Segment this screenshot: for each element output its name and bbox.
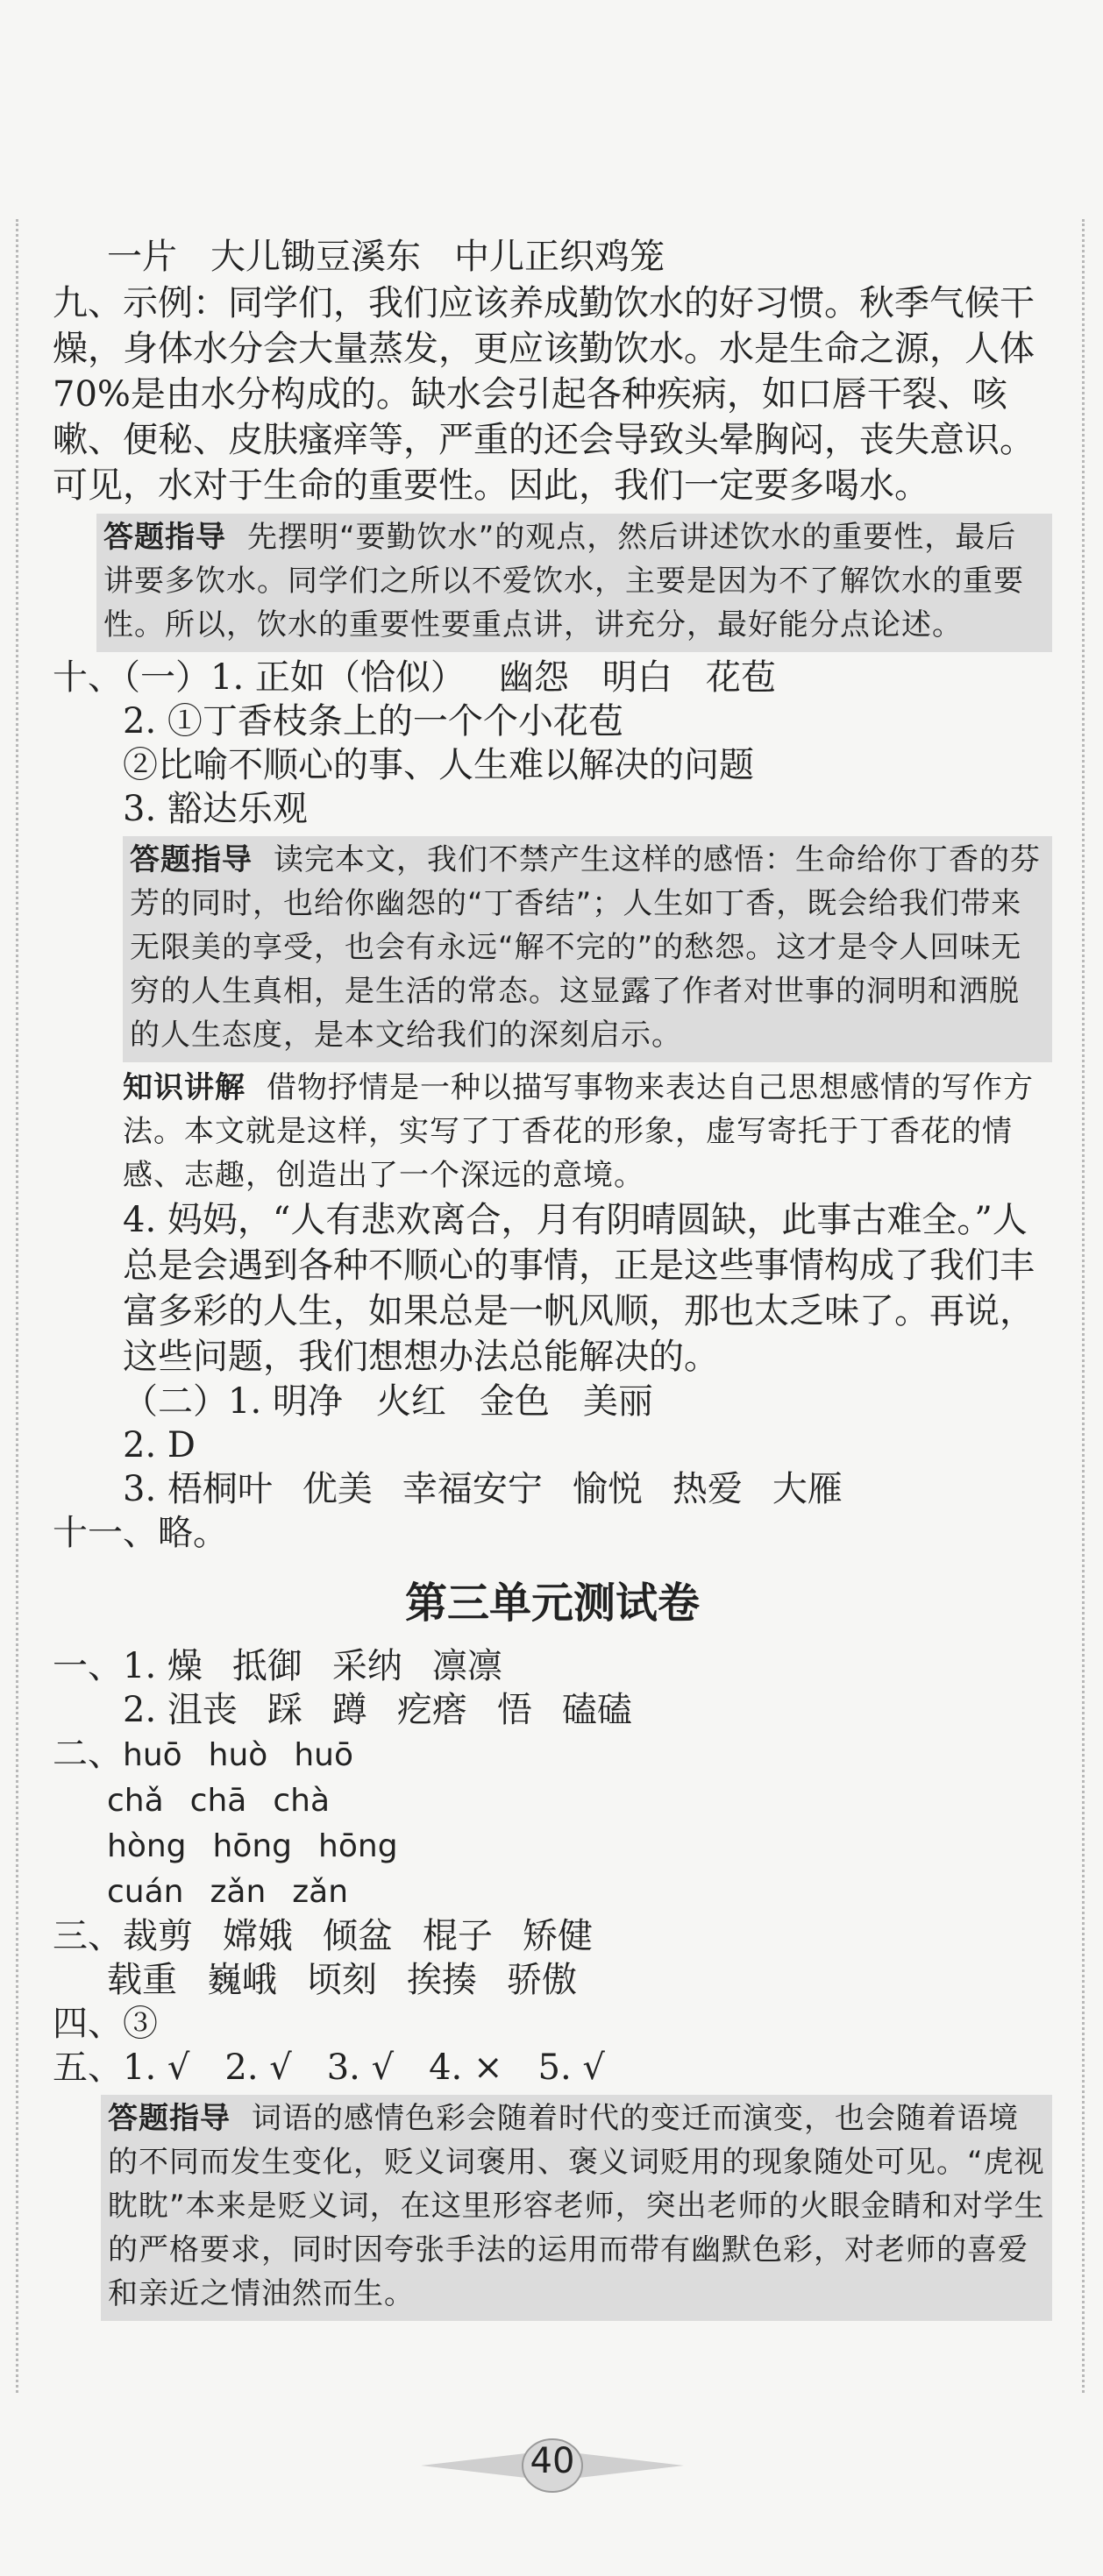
- poem-fragment-3: 中儿正织鸡笼: [454, 237, 665, 277]
- word-item: 矫健: [523, 1916, 593, 1956]
- answer-10b-1-label: （二）1. 明净: [123, 1381, 343, 1422]
- pinyin-item: chǎ: [107, 1783, 164, 1819]
- answer-10b-3: [53, 1467, 1052, 1511]
- page-number: 40: [530, 2441, 575, 2481]
- pinyin-item: huò: [208, 1737, 268, 1773]
- answer-9-guide: [96, 514, 1052, 652]
- unit3-answer-3: [53, 1914, 1052, 2002]
- unit3-answer-1-1-label: 一、1. 燥: [53, 1646, 203, 1686]
- unit3-answer-1-2-item: 磕磕: [561, 1690, 632, 1730]
- answer-10-1-item: 明白: [601, 657, 672, 698]
- unit3-answer-5-guide: [101, 2095, 1052, 2321]
- pinyin-item: chà: [273, 1783, 331, 1819]
- answer-10b-3-item: 愉悦: [572, 1469, 643, 1509]
- pinyin-item: huō: [294, 1737, 354, 1773]
- answer-10b-3-item: 热爱: [672, 1469, 743, 1509]
- word-item: 倾盆: [323, 1916, 393, 1956]
- word-item: 顷刻: [307, 1960, 377, 2000]
- poem-fragment-1: 一片: [107, 237, 177, 277]
- word-item: 挨揍: [407, 1960, 477, 2000]
- section-title: 第三单元测试卷: [404, 1579, 700, 1628]
- right-dotted-border: [1082, 219, 1085, 2393]
- unit3-answer-1-1-item: 采纳: [331, 1646, 402, 1686]
- answer-10-1-item: 花苞: [705, 657, 776, 698]
- answer-10b-3-item: 大雁: [772, 1469, 843, 1509]
- answer-10-guide: [123, 836, 1052, 1062]
- unit3-answer-1-2-item: 踩: [267, 1690, 302, 1730]
- pinyin-item: hōng: [212, 1828, 293, 1864]
- answer-10-2a: 2. ①丁香枝条上的一个个小花苞: [123, 701, 623, 742]
- unit3-answer-3-label: 三、: [53, 1916, 123, 1956]
- knowledge-text: 借物抒情是一种以描写事物来表达自己思想感情的写作方法。本文就是这样，实写了丁香花的形象，虚写寄托于丁香花的情感、志趣，创造出了一个深远的意境。: [123, 1070, 1034, 1193]
- word-item: 骄傲: [507, 1960, 577, 2000]
- guide-text: 先摆明“要勤饮水”的观点，然后讲述饮水的重要性，最后讲要多饮水。同学们之所以不爱饮水，主要是因为不了解饮水的重要性。所以，饮水的重要性要重点讲，讲充分，最好能分点论述。: [103, 520, 1024, 642]
- page-number-badge: [421, 2432, 684, 2499]
- page-content: [53, 235, 1052, 2324]
- pinyin-item: hōng: [318, 1828, 398, 1864]
- pinyin-row: [53, 1823, 1052, 1869]
- knowledge-tag: 知识讲解: [123, 1070, 246, 1105]
- left-dotted-border: [16, 219, 18, 2393]
- answer-10b-1-item: 火红: [375, 1381, 446, 1422]
- unit3-answer-1-1-item: 凛凛: [431, 1646, 502, 1686]
- pinyin-item: zǎn: [210, 1874, 267, 1910]
- answer-10b-2: 2. D: [123, 1425, 196, 1465]
- word-item: 巍峨: [207, 1960, 277, 2000]
- answer-10-1: [53, 656, 1052, 699]
- pinyin-item: chā: [189, 1783, 247, 1819]
- unit3-answer-2: [53, 1732, 1052, 1914]
- answer-10-2b: ②比喻不顺心的事、人生难以解决的问题: [123, 745, 754, 785]
- answer-10-1-label: 十、（一）1. 正如（恰似）: [53, 657, 466, 698]
- word-item: 载重: [107, 1960, 177, 2000]
- pinyin-row: [53, 1778, 1052, 1823]
- unit3-answer-1-2-label: 2. 沮丧: [123, 1690, 238, 1730]
- unit3-answer-2-label: 二、: [53, 1734, 123, 1774]
- pinyin-item: cuán: [107, 1874, 184, 1910]
- answer-10b-1: [53, 1380, 1052, 1423]
- guide-tag: 答题指导: [130, 842, 253, 877]
- unit3-answer-1-2: [53, 1688, 1052, 1732]
- word-item: 棍子: [423, 1916, 493, 1956]
- unit3-answer-5: 五、1. √ 2. √ 3. √ 4. × 5. √: [53, 2047, 605, 2088]
- pinyin-row: [53, 1869, 1052, 1914]
- unit3-answer-1-1: [53, 1644, 1052, 1688]
- unit3-answer-1-2-item: 悟: [496, 1690, 532, 1730]
- pinyin-row: [53, 1732, 1052, 1778]
- guide-tag: 答题指导: [108, 2101, 231, 2136]
- word-row: [53, 1958, 1052, 2002]
- answer-10b-1-item: 美丽: [582, 1381, 653, 1422]
- guide-text: 词语的感情色彩会随着时代的变迁而演变，也会随着语境的不同而发生变化，贬义词褒用、褒义词贬用的现象随处可见。“虎视眈眈”本来是贬义词，在这里形容老师，突出老师的火眼金睛和对学生的严格要求，同时因夸张手法的运用而带有幽默色彩，对老师的喜爱和亲近之情油然而生。: [108, 2101, 1045, 2311]
- guide-text: 读完本文，我们不禁产生这样的感悟：生命给你丁香的芬芳的同时，也给你幽怨的“丁香结”；人生如丁香，既会给我们带来无限美的享受，也会有永远“解不完的”的愁怨。这才是令人回味无穷的人生真相，是生活的常态。这显露了作者对世事的洞明和洒脱的人生态度，是本文给我们的深刻启示。: [130, 842, 1041, 1053]
- answer-10b-3-item: 优美: [302, 1469, 373, 1509]
- word-item: 嫦娥: [223, 1916, 293, 1956]
- pinyin-item: hòng: [107, 1828, 187, 1864]
- unit3-answer-4: 四、③: [53, 2004, 158, 2044]
- answer-11: 十一、略。: [53, 1513, 228, 1553]
- pinyin-item: zǎn: [292, 1874, 349, 1910]
- unit3-answer-1-2-item: 疙瘩: [396, 1690, 467, 1730]
- pinyin-item: huō: [123, 1737, 182, 1773]
- answer-9: 九、示例：同学们，我们应该养成勤饮水的好习惯。秋季气候干燥，身体水分会大量蒸发，更应该勤饮水。水是生命之源，人体70%是由水分构成的。缺水会引起各种疾病，如口唇干裂、咳嗽、便秘、皮肤瘙痒等，严重的还会导致头晕胸闷，丧失意识。可见，水对于生命的重要性。因此，我们一定要多喝水。: [53, 283, 1035, 506]
- unit3-answer-1-1-item: 抵御: [231, 1646, 302, 1686]
- answer-10-4: 4. 妈妈，“人有悲欢离合，月有阴晴圆缺，此事古难全。”人总是会遇到各种不顺心的事情，正是这些事情构成了我们丰富多彩的人生，如果总是一帆风顺，那也太乏味了。再说，这些问题，我们想想办法总能解决的。: [123, 1200, 1035, 1377]
- answer-10-3: 3. 豁达乐观: [123, 789, 308, 829]
- word-item: 裁剪: [123, 1916, 193, 1956]
- poem-fragment-2: 大儿锄豆溪东: [210, 237, 421, 277]
- answer-10b-3-label: 3. 梧桐叶: [123, 1469, 273, 1509]
- guide-tag: 答题指导: [103, 520, 226, 555]
- unit3-answer-1-2-item: 蹲: [331, 1690, 367, 1730]
- answer-10-1-item: 幽怨: [498, 657, 569, 698]
- answer-10b-1-item: 金色: [479, 1381, 550, 1422]
- answer-10-knowledge: [123, 1066, 1052, 1197]
- word-row: [53, 1914, 1052, 1958]
- answer-10b-3-item: 幸福安宁: [402, 1469, 543, 1509]
- poem-line: [53, 235, 1052, 279]
